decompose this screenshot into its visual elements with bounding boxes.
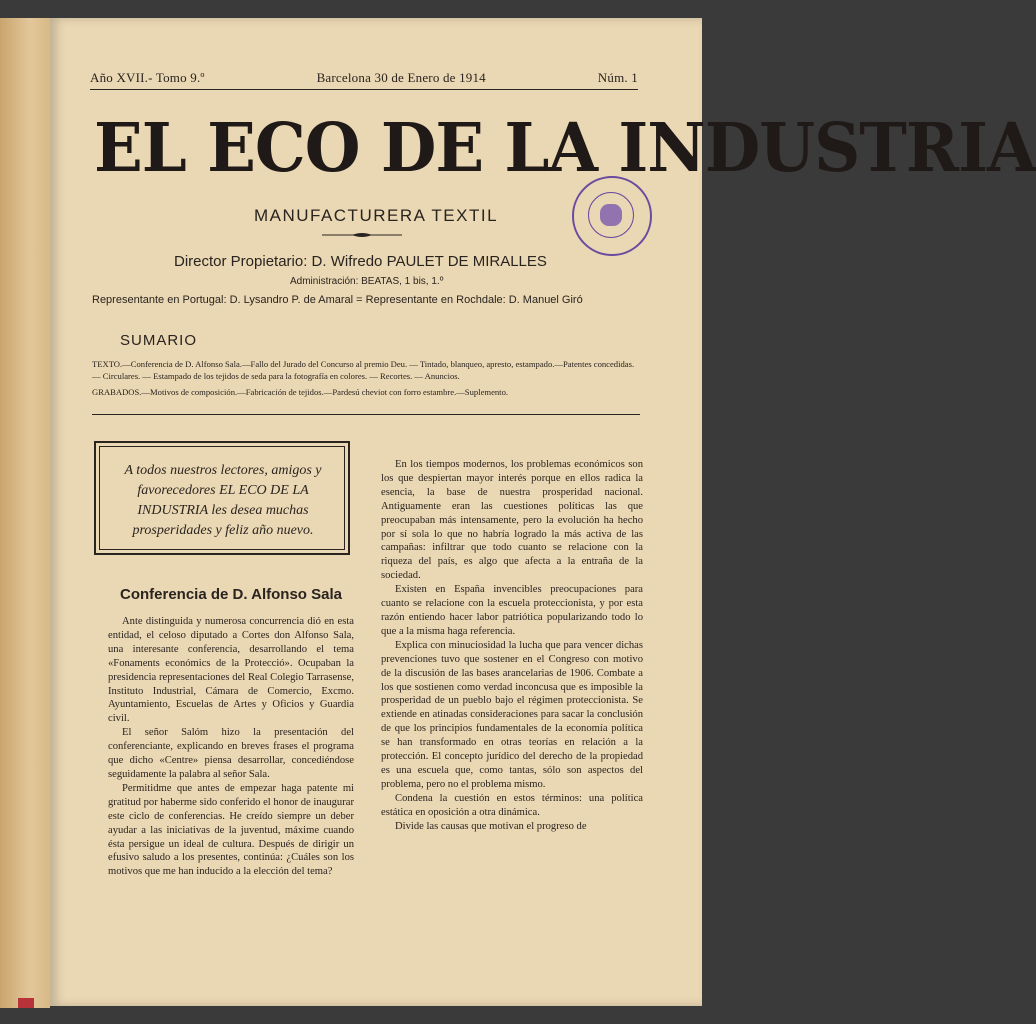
- issue-header: [90, 70, 638, 90]
- article-paragraph: Explica con minuciosidad la lucha que para vencer dichas prevenciones tuvo que sostener en el Congreso con motivo de la discusión de las bases arancelarias de 1906. Combate a los que sostienen como verdad inconcusa que es imposible la prosperidad de un pueblo bajo el régimen proteccionista. Se extiende en atinadas consideraciones para sacar la conclusión de que los principios fundamentales de la economía política se han transformado en otras teorías en relación a la protección. El concepto jurídico del derecho de la propiedad es una escuela que, como tantas, sólo son aspectos del problema, pero no el problema mismo.: [381, 639, 643, 790]
- representatives-line: Representante en Portugal: D. Lysandro P. de Amaral = Representante en Rochdale: D. Manuel Giró: [92, 294, 583, 306]
- greeting-text: A todos nuestros lectores, amigos y favorecedores EL ECO DE LA INDUSTRIA les desea muchas prosperidades y feliz año nuevo.: [124, 463, 322, 538]
- sumario-body: [92, 358, 640, 402]
- article-paragraph: Permitidme que antes de empezar haga patente mi gratitud por haberme sido conferido el honor de inaugurar este ciclo de conferencias. He creído siempre un deber ayudar a las iniciativas de la juventud, máxime cuando ésta persigue un ideal de cultura. Después de dirigir un efusivo saludo a los presentes, continúa: ¿Cuáles son los motivos que me han inducido a la elección del tema?: [108, 782, 354, 878]
- ornament-divider: [322, 232, 402, 238]
- newspaper-page: [50, 18, 1036, 1006]
- article-paragraph: Ante distinguida y numerosa concurrencia dió en esta entidad, el celoso diputado a Cortes don Alfonso Sala, una interesante conferencia, desarrollando el tema «Fonaments económics de la Protecció». Ocupaban la presidencia representaciones del Real Colegio Tarrasense, Instituto Industrial, Cámara de Comercio, Excmo. Ayuntamiento, Escuelas de Artes y Oficios y Guardia civil.: [108, 616, 354, 725]
- administration-line: Administración: BEATAS, 1 bis, 1.º: [290, 276, 444, 287]
- article-paragraph: Existen en España invencibles preocupaciones para cuanto se relacione con la escuela proteccionista, y por esta razón entiendo hacer labor patriótica popularizando todo lo que a la misma haga referencia.: [381, 584, 643, 637]
- sumario-texto: TEXTO.—Conferencia de D. Alfonso Sala.—Fallo del Jurado del Concurso al premio Deu. — Tintado, blanqueo, apresto, estampado.—Patentes concedidas.— Circulares. — Estampado de los tejidos de seda para la fotografía en colores. — Recortes. — Anuncios.: [92, 359, 635, 381]
- article-title: Conferencia de D. Alfonso Sala: [120, 586, 342, 603]
- issue-number: Núm. 1: [597, 70, 638, 85]
- book-binding: [0, 18, 50, 1008]
- article-paragraph: Condena la cuestión en estos términos: una política estática en oposición a otra dinámica.: [381, 792, 643, 818]
- library-stamp: [572, 176, 652, 256]
- volume-info: Año XVII.- Tomo 9.º: [90, 70, 205, 85]
- article-paragraph: El señor Salóm hizo la presentación del conferenciante, explicando en breves frases el programa que dicho «Centre» piensa desarrollar, concediéndose seguidamente la palabra al señor Sala.: [108, 727, 354, 780]
- article-left-column: [108, 586, 354, 879]
- greeting-box: [94, 441, 350, 555]
- director-line: Director Propietario: D. Wifredo PAULET DE MIRALLES: [174, 253, 547, 270]
- masthead-subtitle: MANUFACTURERA TEXTIL: [253, 206, 499, 225]
- masthead-title: EL ECO DE LA INDUSTRIA: [94, 109, 1036, 188]
- article-paragraph: En los tiempos modernos, los problemas económicos son los que despiertan mayor interés porque en ellos radica la esencia, la base de nuestra prosperidad nacional. Antiguamente eran las cuestiones políticas las que preocupaban más intensamente, pero la evolución ha hecho por sí sola lo que no habría logrado la más activa de las campañas: infiltrar que todo cuanto se relacione con la riqueza del país, es algo que afecta a la entraña de la sociedad.: [381, 459, 643, 582]
- sumario-heading: SUMARIO: [120, 332, 198, 349]
- section-divider: [92, 414, 640, 415]
- article-right-column: [381, 458, 643, 833]
- stamp-seal-icon: [600, 204, 622, 226]
- binding-ribbon: [18, 998, 34, 1008]
- place-date: Barcelona 30 de Enero de 1914: [316, 70, 486, 85]
- sumario-grabados: GRABADOS.—Motivos de composición.—Fabricación de tejidos.—Pardesú cheviot con forro estambre.—Suplemento.: [92, 387, 509, 397]
- article-paragraph: Divide las causas que motivan el progreso de: [395, 820, 587, 832]
